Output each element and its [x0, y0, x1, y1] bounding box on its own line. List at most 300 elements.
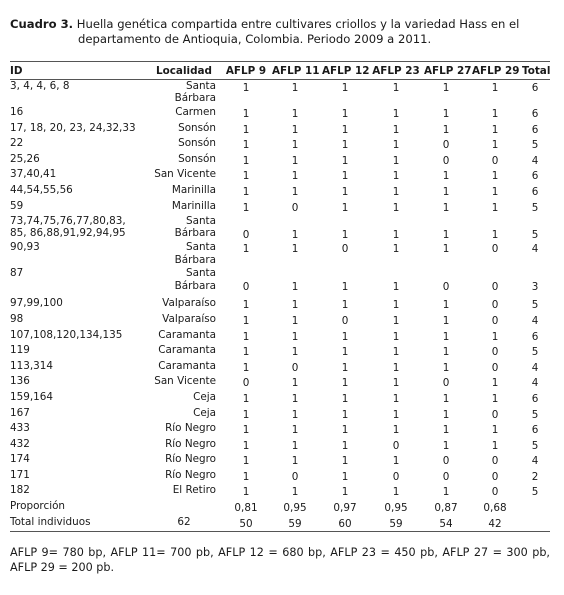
table-row [10, 215, 550, 241]
cell-value [520, 407, 550, 423]
cell-id: 59 [10, 199, 24, 212]
cell-value [520, 484, 550, 500]
cell-value-text: 1 [291, 243, 299, 256]
cell-localidad: El Retiro [172, 484, 216, 497]
cell-value-text: 6 [531, 392, 539, 405]
cell-value [520, 80, 550, 107]
cell-value-text: 1 [242, 170, 250, 183]
table-row [10, 297, 550, 313]
cell-value-text: 1 [291, 486, 299, 499]
cell-value [470, 422, 520, 438]
cell-value [370, 360, 422, 376]
cell-id: 98 [10, 312, 24, 325]
cell-value [520, 297, 550, 313]
cell-value [270, 137, 320, 153]
cell-value [470, 516, 520, 532]
cell-value [222, 137, 270, 153]
cell-value-text: 1 [291, 185, 299, 198]
cell-value-text: 1 [442, 82, 450, 94]
cell-value-text: 1 [242, 243, 250, 256]
cell-value [520, 168, 550, 184]
cell-value-text: 0 [491, 455, 499, 468]
cell-value-text: 1 [442, 201, 450, 214]
cell-value-text: 1 [442, 185, 450, 198]
cell-value [222, 267, 270, 297]
cell-value [222, 200, 270, 216]
cell-value-text: 1 [392, 243, 400, 256]
cell-value [370, 313, 422, 329]
cell-value [422, 215, 470, 241]
cell-value-text: 1 [392, 201, 400, 214]
caption-label: Cuadro 3. [10, 17, 74, 31]
cell-id: Proporción [10, 500, 66, 513]
cell-value [370, 241, 422, 267]
cell-value-text: 1 [392, 377, 400, 390]
table-row [10, 137, 550, 153]
cell-value [320, 106, 370, 122]
cell-value-text: 1 [442, 330, 450, 343]
cell-value-text: 1 [242, 486, 250, 499]
cell-value-text: 1 [442, 392, 450, 405]
cell-value-text: 1 [341, 299, 349, 312]
table-row [10, 375, 550, 391]
cell-value-text: 0,68 [483, 502, 507, 515]
cell-value-text: 1 [442, 439, 450, 452]
table-row [10, 391, 550, 407]
table-row [10, 184, 550, 200]
cell-value [422, 153, 470, 169]
cell-value [270, 469, 320, 485]
cell-value [520, 360, 550, 376]
cell-value [270, 344, 320, 360]
cell-value [422, 407, 470, 423]
cell-value [222, 153, 270, 169]
cell-value [422, 375, 470, 391]
cell-value [370, 453, 422, 469]
cell-value [222, 168, 270, 184]
cell-value [320, 329, 370, 345]
cell-value-text: 1 [392, 330, 400, 343]
cell-value-text: 4 [531, 243, 539, 256]
cell-value-text: 0,87 [434, 502, 458, 515]
cell-id: 16 [10, 106, 24, 118]
table-row [10, 106, 550, 122]
cell-value [320, 407, 370, 423]
table-caption [10, 17, 546, 47]
cell-id: 171 [10, 468, 30, 481]
cell-value [320, 200, 370, 216]
cell-value-text: 1 [491, 123, 499, 136]
cell-value-text: 1 [291, 314, 299, 327]
cell-value [320, 184, 370, 200]
cell-value [222, 313, 270, 329]
cell-value-text: 6 [531, 330, 539, 343]
cell-value [470, 360, 520, 376]
table-row [10, 122, 550, 138]
cell-localidad: Carmen [175, 106, 216, 118]
cell-value [520, 184, 550, 200]
cell-id: 25,26 [10, 152, 40, 165]
cell-value [520, 375, 550, 391]
cell-value-text: 1 [392, 424, 400, 437]
cell-value-text: 0 [341, 243, 349, 256]
cell-value [422, 267, 470, 297]
cell-localidad: Santa Bárbara [174, 241, 216, 266]
cell-value-text: 1 [291, 154, 299, 167]
cell-value [320, 80, 370, 107]
cell-id: 432 [10, 437, 30, 450]
cell-value-text: 1 [242, 185, 250, 198]
cell-localidad: Santa Bárbara [174, 215, 216, 240]
cell-value-text: 5 [531, 439, 539, 452]
cell-localidad: Río Negro [165, 453, 216, 466]
cell-value-text: 1 [291, 82, 299, 94]
cell-value [222, 484, 270, 500]
table-row [10, 407, 550, 423]
cell-value-text: 2 [531, 470, 539, 483]
cell-value [270, 267, 320, 297]
cell-value [320, 344, 370, 360]
cell-value-text: 0 [442, 377, 450, 390]
cell-value-text: 1 [291, 299, 299, 312]
cell-value [320, 168, 370, 184]
cell-id: 44,54,55,56 [10, 183, 73, 196]
cell-value [222, 106, 270, 122]
cell-value-text: 1 [442, 108, 450, 120]
cell-value [270, 241, 320, 267]
cell-value-text: 0 [491, 314, 499, 327]
cell-value [270, 453, 320, 469]
cell-value [470, 215, 520, 241]
cell-value-text: 0 [491, 281, 499, 294]
cell-value [270, 215, 320, 241]
table-row [10, 360, 550, 376]
cell-value-text: 59 [389, 517, 403, 530]
cell-value-text: 1 [242, 408, 250, 421]
column-header: Total [522, 64, 551, 77]
cell-value-text: 0 [291, 470, 299, 483]
cell-value-text: 1 [341, 346, 349, 359]
cell-localidad: Ceja [193, 390, 216, 403]
cell-value-text: 1 [242, 455, 250, 468]
cell-value-text: 1 [291, 330, 299, 343]
cell-value-text: 5 [531, 299, 539, 312]
table-row [10, 500, 550, 516]
cell-id: 17, 18, 20, 23, 24,32,33 [10, 121, 136, 134]
cell-value [222, 241, 270, 267]
cell-value-text: 1 [341, 229, 349, 242]
cell-id: 182 [10, 484, 30, 497]
cell-value [320, 122, 370, 138]
table-footnote: AFLP 9= 780 bp, AFLP 11= 700 pb, AFLP 12 = 680 bp, AFLP 23 = 450 pb, AFLP 27 = 300 pb, AFLP 29 = 200 pb. [10, 546, 550, 574]
cell-value-text: 1 [341, 486, 349, 499]
cell-value [520, 215, 550, 241]
cell-id: Total individuos [10, 515, 91, 528]
cell-value [470, 344, 520, 360]
cell-value-text: 1 [242, 299, 250, 312]
cell-value [270, 516, 320, 532]
cell-value-text: 1 [392, 486, 400, 499]
cell-value-text: 6 [531, 170, 539, 183]
cell-value-text: 1 [341, 408, 349, 421]
cell-value-text: 1 [442, 243, 450, 256]
cell-value [370, 200, 422, 216]
cell-value [422, 241, 470, 267]
cell-localidad: Río Negro [165, 422, 216, 435]
cell-value [370, 297, 422, 313]
cell-localidad: 62 [177, 515, 191, 528]
cell-value [222, 438, 270, 454]
cell-value-text: 0 [442, 154, 450, 167]
column-header: AFLP 23 [372, 64, 420, 77]
cell-value-text: 1 [242, 108, 250, 120]
cell-value-text: 0 [442, 455, 450, 468]
cell-value [222, 422, 270, 438]
cell-value [222, 344, 270, 360]
cell-value-text: 1 [491, 424, 499, 437]
cell-value [222, 516, 270, 532]
cell-value-text: 1 [242, 82, 250, 94]
cell-value [370, 329, 422, 345]
cell-value-text: 1 [341, 330, 349, 343]
cell-id: 136 [10, 375, 30, 388]
cell-value [520, 469, 550, 485]
cell-value-text: 0 [242, 281, 250, 294]
column-header: AFLP 12 [322, 64, 370, 77]
cell-value-text: 1 [442, 408, 450, 421]
cell-value [270, 375, 320, 391]
cell-value [370, 184, 422, 200]
cell-value [270, 360, 320, 376]
column-header: AFLP 9 [225, 64, 267, 77]
cell-localidad: Sonsón [178, 137, 216, 150]
cell-value-text: 5 [531, 201, 539, 214]
cell-value [370, 137, 422, 153]
cell-value-text: 0 [242, 229, 250, 242]
cell-value [270, 297, 320, 313]
cell-value [222, 407, 270, 423]
cell-value [470, 80, 520, 107]
cell-value-text: 1 [491, 377, 499, 390]
cell-value [422, 438, 470, 454]
cell-value-text: 1 [291, 281, 299, 294]
cell-value [222, 375, 270, 391]
cell-value [222, 80, 270, 107]
cell-value [370, 484, 422, 500]
cell-value-text: 1 [341, 82, 349, 94]
cell-value [320, 267, 370, 297]
cell-value-text: 1 [291, 455, 299, 468]
cell-value [320, 241, 370, 267]
cell-value [520, 241, 550, 267]
cell-value-text: 1 [392, 82, 400, 94]
cell-value-text: 50 [239, 517, 253, 530]
cell-value-text: 1 [242, 314, 250, 327]
cell-value [470, 184, 520, 200]
cell-value [370, 267, 422, 297]
cell-value [422, 200, 470, 216]
cell-value [470, 200, 520, 216]
cell-value-text: 1 [392, 314, 400, 327]
cell-value [520, 516, 550, 532]
cell-value [470, 438, 520, 454]
caption-text-line1: Huella genética compartida entre cultivares criollos y la variedad Hass en el [76, 17, 520, 31]
cell-value-text: 5 [531, 229, 539, 242]
cell-value-text: 4 [531, 154, 539, 167]
cell-value [470, 137, 520, 153]
cell-value [520, 267, 550, 297]
cell-value-text: 1 [291, 229, 299, 242]
cell-value-text: 1 [442, 346, 450, 359]
table-row [10, 313, 550, 329]
cell-value [320, 422, 370, 438]
table-row [10, 200, 550, 216]
cell-localidad: Valparaíso [162, 297, 216, 310]
cell-value [222, 469, 270, 485]
cell-value-text: 1 [491, 392, 499, 405]
cell-value [222, 453, 270, 469]
cell-localidad: Sonsón [178, 121, 216, 134]
cell-value [520, 438, 550, 454]
cell-value-text: 1 [392, 185, 400, 198]
cell-value-text: 1 [341, 108, 349, 120]
cell-value-text: 1 [341, 424, 349, 437]
cell-value [470, 241, 520, 267]
cell-value-text: 1 [242, 123, 250, 136]
cell-value [520, 344, 550, 360]
cell-value-text: 1 [341, 154, 349, 167]
cell-value [422, 168, 470, 184]
cell-value-text: 0 [491, 154, 499, 167]
cell-value [370, 469, 422, 485]
cell-value-text: 59 [288, 517, 302, 530]
cell-value-text: 4 [531, 455, 539, 468]
cell-localidad: Marinilla [171, 199, 216, 212]
cell-value-text: 54 [439, 517, 453, 530]
cell-value [470, 407, 520, 423]
cell-id: 107,108,120,134,135 [10, 328, 123, 341]
cell-value-text: 1 [392, 455, 400, 468]
cell-id: 159,164 [10, 390, 53, 403]
cell-value [370, 215, 422, 241]
cell-value [370, 122, 422, 138]
cell-value [270, 200, 320, 216]
cell-value [370, 80, 422, 107]
table-row [10, 153, 550, 169]
cell-value-text: 1 [341, 201, 349, 214]
cell-localidad: Caramanta [158, 328, 216, 341]
cell-value-text: 0 [491, 346, 499, 359]
cell-value-text: 1 [392, 123, 400, 136]
cell-value-text: 1 [392, 361, 400, 374]
cell-value-text: 1 [341, 139, 349, 152]
column-header: AFLP 11 [272, 64, 320, 77]
cell-value [422, 106, 470, 122]
cell-value-text: 5 [531, 346, 539, 359]
cell-value [270, 122, 320, 138]
cell-value-text: 1 [491, 229, 499, 242]
cell-value-text: 1 [491, 139, 499, 152]
cell-value-text: 1 [291, 108, 299, 120]
cell-value-text: 1 [442, 314, 450, 327]
cell-value [520, 137, 550, 153]
cell-value-text: 1 [242, 346, 250, 359]
cell-value-text: 1 [491, 108, 499, 120]
cell-value-text: 0 [491, 486, 499, 499]
cell-value-text: 0 [442, 281, 450, 294]
table-row [10, 484, 550, 500]
cell-value-text: 1 [392, 346, 400, 359]
cell-value-text: 1 [392, 154, 400, 167]
cell-localidad: Santa Bárbara [174, 80, 216, 105]
cell-value-text: 1 [341, 392, 349, 405]
cell-value [320, 438, 370, 454]
cell-id: 119 [10, 344, 30, 357]
cell-value-text: 1 [291, 424, 299, 437]
cell-value [470, 153, 520, 169]
cell-localidad: Ceja [193, 406, 216, 419]
cell-value [270, 329, 320, 345]
cell-id: 3, 4, 4, 6, 8 [10, 80, 70, 92]
cell-value-text: 1 [341, 361, 349, 374]
cell-value [520, 313, 550, 329]
cell-value [370, 422, 422, 438]
cell-value [320, 375, 370, 391]
cell-value-text: 1 [242, 361, 250, 374]
cell-value [222, 297, 270, 313]
cell-localidad: Santa Bárbara [174, 267, 216, 292]
cell-value-text: 1 [491, 170, 499, 183]
cell-value-text: 1 [291, 123, 299, 136]
cell-value [520, 200, 550, 216]
cell-value [470, 329, 520, 345]
cell-value [370, 168, 422, 184]
cell-value [520, 329, 550, 345]
cell-value [422, 137, 470, 153]
cell-value [270, 407, 320, 423]
cell-value [370, 516, 422, 532]
cell-value [370, 344, 422, 360]
cell-id: 174 [10, 453, 30, 466]
cell-value-text: 1 [392, 108, 400, 120]
table-row [10, 344, 550, 360]
cell-value [422, 469, 470, 485]
cell-localidad: Valparaíso [162, 312, 216, 325]
cell-id: 37,40,41 [10, 168, 57, 181]
cell-value-text: 1 [442, 229, 450, 242]
cell-value-text: 4 [531, 377, 539, 390]
cell-value-text: 3 [531, 281, 539, 294]
cell-value [370, 375, 422, 391]
cell-value [422, 297, 470, 313]
cell-value [520, 500, 550, 516]
cell-id: 97,99,100 [10, 297, 63, 310]
cell-value-text: 0 [291, 361, 299, 374]
cell-value [470, 313, 520, 329]
cell-localidad: Sonsón [178, 152, 216, 165]
cell-value [470, 500, 520, 516]
cell-value-text: 1 [341, 185, 349, 198]
cell-localidad [146, 500, 222, 516]
cell-value [370, 153, 422, 169]
cell-value-text: 0,97 [333, 502, 357, 515]
cell-value-text: 1 [341, 281, 349, 294]
cell-id: 433 [10, 422, 30, 435]
cell-value [320, 500, 370, 516]
table-row [10, 329, 550, 345]
cell-value-text: 1 [392, 299, 400, 312]
cell-value-text: 1 [242, 392, 250, 405]
